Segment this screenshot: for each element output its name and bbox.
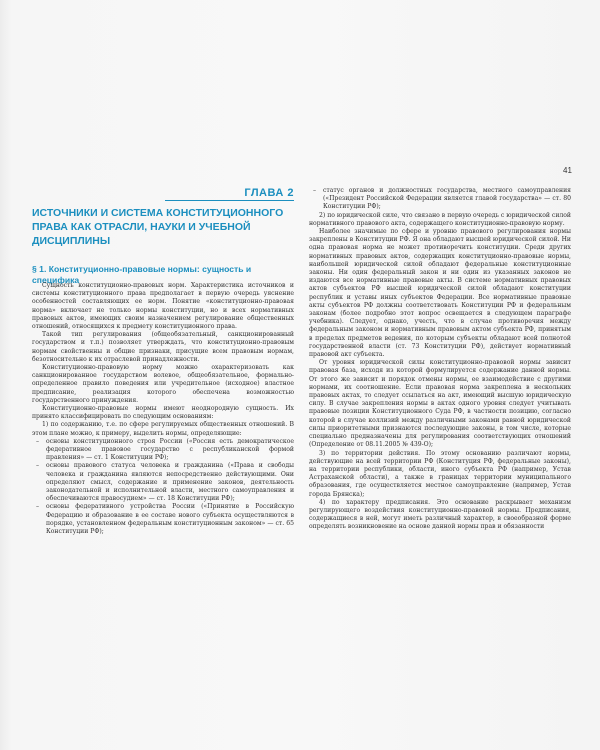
list-item: – основы федеративного устройства России («Принятие в Российскую Федерацию и образование в ее составе нового субъекта осуществляются в порядке, установленном федеральным конституционным законом» — ст. 65 Конституции РФ); <box>32 503 294 536</box>
paragraph: 1) по содержанию, т.е. по сфере регулируемых общественных отношений. В этом плане можно, к примеру, выделить нормы, определяющие: <box>32 421 294 437</box>
left-column <box>32 282 294 536</box>
page-number: 41 <box>563 166 572 175</box>
right-column <box>309 187 571 532</box>
list-item: – статус органов и должностных государства, местного самоуправления («Президент Российской Федерации является главой государства» — ст. 80 Конституции РФ); <box>309 187 571 212</box>
paragraph: Конституционно-правовые нормы имеют неоднородную сущность. Их принято классифицировать по следующим основаниям: <box>32 405 294 421</box>
paragraph: 3) по территории действия. По этому основанию различают нормы, действующие на всей территории РФ (Конституция РФ, федеральные законы), на территории республики, области, иного субъекта РФ (например, Устав Астраханской области), а также в границах территории муниципального образования, где осуществляется местное самоуправление (например, Устав города Брянска); <box>309 449 571 498</box>
paragraph: Сущность конституционно-правовых норм. Характеристика источников и системы конституционного права предполагает в первую очередь уяснение особенностей составляющих ее норм. Понятие «конституционно-правовая норма» включает не только нормы конституции, но и всех нормативных правовых актов, имеющих своим назначением регулирование общественных отношений, относящихся к предмету конституционного права. <box>32 282 294 331</box>
chapter-title: ИСТОЧНИКИ И СИСТЕМА КОНСТИТУЦИОННОГО ПРАВА КАК ОТРАСЛИ, НАУКИ И УЧЕБНОЙ ДИСЦИПЛИНЫ <box>32 207 284 247</box>
paragraph: Конституционно-правовую норму можно охарактеризовать как санкционированное государством волевое, общеобязательное, формально-определенное правило поведения или учредительное (исходное) властное предписание, реализация которого обеспечена возможностью государственного принуждения. <box>32 364 294 404</box>
chapter-rule <box>165 200 294 201</box>
list-item: – основы конституционного строя России («Россия есть демократическое федеративное правовое государство с республиканской формой правления» — ст. 1 Конституции РФ); <box>32 438 294 463</box>
list-item: – основы правового статуса человека и гражданина («Права и свободы человека и гражданина являются непосредственно действующими. Они определяют смысл, содержание и применение законов, деятельность законодательной и исполнительной власти, местного самоуправления и обеспечиваются правосудием» — ст. 18 Конституции РФ); <box>32 462 294 503</box>
chapter-label: ГЛАВА 2 <box>244 187 294 199</box>
paragraph: Наиболее значимые по сфере и уровню правового регулирования нормы закреплены в Конституции РФ. Я она обладают высшей юридической силой. Ни одна правовая норма не может противоречить конституции. Среди других нормативных правовых актов, содержащих конституционно-правовые нормы, наибольшей юридической силой обладают федеральные конституционные законы. Ни один федеральный закон и ни один из указанных законов не издаются все нормативные правовые акты. В системе нормативных правовых актов субъектов РФ высшей юридической силой обладают конституции республик и уставы иных субъектов Федерации. Все нормативные правовые акты субъектов РФ должны соответствовать Конституции РФ и федеральным законам (более подробно этот вопрос освещается в следующем параграфе учебника). Следует, однако, учесть, что в случае противоречия между федеральным законом и нормативным правовым актом субъекта РФ, принятым в пределах предметов ведения, по которым субъекты обладают всей полнотой государственной власти (ст. 73 Конституции РФ), действует нормативный правовой акт субъекта. <box>309 228 571 359</box>
paragraph: Такой тип регулирования (общеобязательный, санкционированный государством и т.п.) позволяет утверждать, что конституционно-правовым нормам свойственны и общие признаки, присущие всем правовым нормам, безотносительно к их отраслевой принадлежности. <box>32 331 294 363</box>
paragraph: От уровня юридической силы конституционно-правовой нормы зависит правовая база, исходя из которой формулируется содержание данной нормы. От этого же зависит и порядок отмены нормы, ее взаимодействие с другими нормами, их соотношение. Если правовая норма закреплена в нескольких правовых актах, то следует ссылаться на акт, имеющий высшую юридическую силу. В случае закрепления нормы в актах одного уровня следует учитывать правовые позиции Конституционного Суда РФ, в частности позицию, согласно которой в случае коллизий между различными законами равной юридической силы приоритетными признаются последующие законы, в том числе, которые специально предназначены для регулирования соответствующих отношений (Определение от 08.11.2005 № 439-О); <box>309 359 571 449</box>
section-title: § 1. Конституционно-правовые нормы: сущность и специфика <box>32 264 252 285</box>
paragraph: 4) по характеру предписания. Это основание раскрывает механизм регулирующего воздействия конституционно-правовой нормы. Предписания, содержащиеся в ней, могут иметь различный характер, в своеобразной форме определять возникновение на основе данной нормы прав и обязанности <box>309 498 571 531</box>
paragraph: 2) по юридической силе, что связано в первую очередь с юридической силой нормативного правового акта, содержащего конституционно-правовую норму. <box>309 211 571 227</box>
